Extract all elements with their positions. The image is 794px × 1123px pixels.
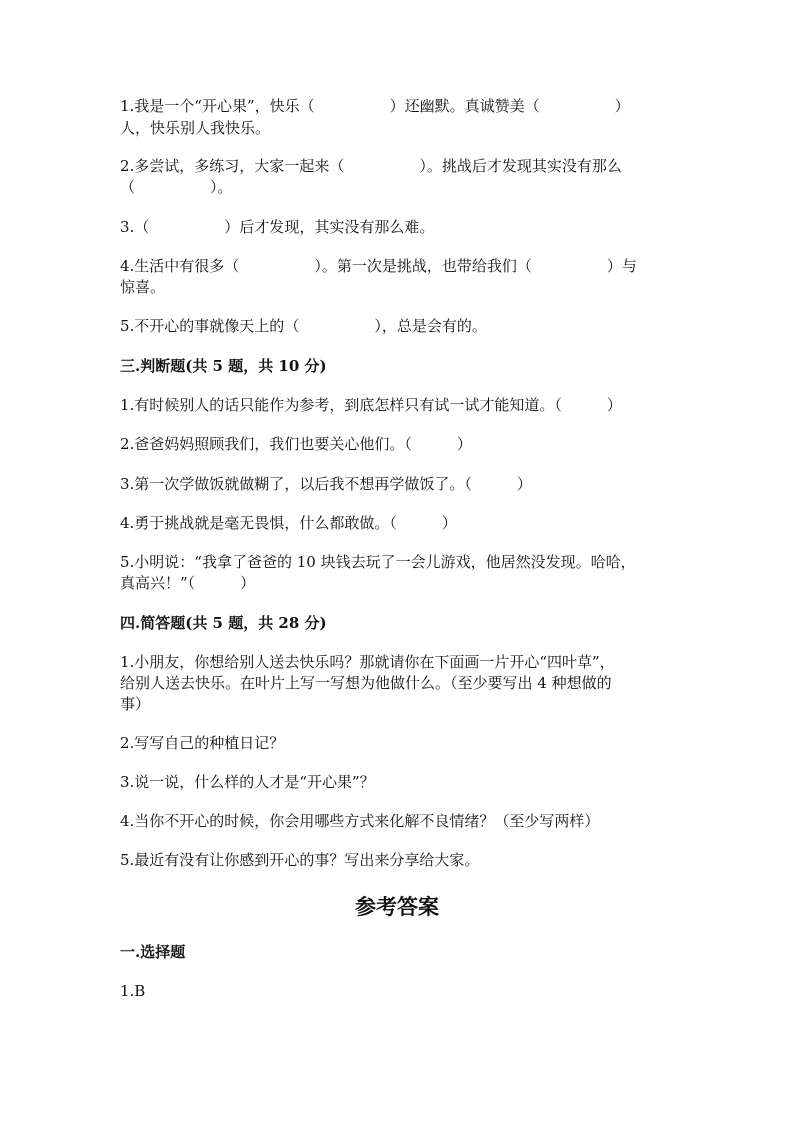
section-3-heading: 三.判断题(共 5 题，共 10 分) [120,357,327,375]
fill-blank-question-4-line-2: 惊喜。 [120,278,166,296]
short-answer-question-1-line-2: 给别人送去快乐。在叶片上写一写想为他做什么。（至少要写出 4 种想做的 [120,674,612,692]
answer-key-title: 参考答案 [355,894,439,919]
fill-blank-question-2-line-2: （ ）。 [120,178,233,196]
short-answer-question-1-line-3: 事） [120,695,151,713]
fill-blank-question-4-line-1: 4.生活中有很多（ ）。第一次是挑战，也带给我们（ ）与 [120,257,637,275]
fill-blank-question-5: 5.不开心的事就像天上的（ ），总是会有的。 [120,317,487,335]
short-answer-question-3: 3.说一说，什么样的人才是“开心果”？ [120,773,375,791]
short-answer-question-4: 4.当你不开心的时候，你会用哪些方式来化解不良情绪？（至少写两样） [120,812,600,830]
fill-blank-question-3: 3.（ ）后才发现，其实没有那么难。 [120,218,435,236]
fill-blank-question-1-line-2: 人，快乐别人我快乐。 [120,119,271,137]
short-answer-question-2: 2.写写自己的种植日记？ [120,734,285,752]
short-answer-question-1-line-1: 1.小朋友，你想给别人送去快乐吗？那就请你在下面画一片开心“四叶草”， [120,653,615,671]
fill-blank-question-1-line-1: 1.我是一个“开心果”，快乐（ ）还幽默。真诚赞美（ ） [120,97,630,115]
judge-question-3: 3.第一次学做饭就做糊了，以后我不想再学做饭了。（ ） [120,475,532,493]
short-answer-question-5: 5.最近有没有让你感到开心的事？写出来分享给大家。 [120,851,480,869]
answer-section-1-heading: 一.选择题 [120,943,186,961]
answer-item-1: 1.B [120,982,146,1000]
judge-question-1: 1.有时候别人的话只能作为参考，到底怎样只有试一试才能知道。（ ） [120,396,622,414]
section-4-heading: 四.简答题(共 5 题，共 28 分) [120,614,327,632]
judge-question-2: 2.爸爸妈妈照顾我们，我们也要关心他们。（ ） [120,435,472,453]
judge-question-5-line-2: 真高兴！”（ ） [120,574,256,592]
judge-question-4: 4.勇于挑战就是毫无畏惧，什么都敢做。（ ） [120,514,457,532]
judge-question-5-line-1: 5.小明说：“我拿了爸爸的 10 块钱去玩了一会儿游戏，他居然没发现。哈哈， [120,553,636,571]
fill-blank-question-2-line-1: 2.多尝试，多练习，大家一起来（ ）。挑战后才发现其实没有那么 [120,157,622,175]
